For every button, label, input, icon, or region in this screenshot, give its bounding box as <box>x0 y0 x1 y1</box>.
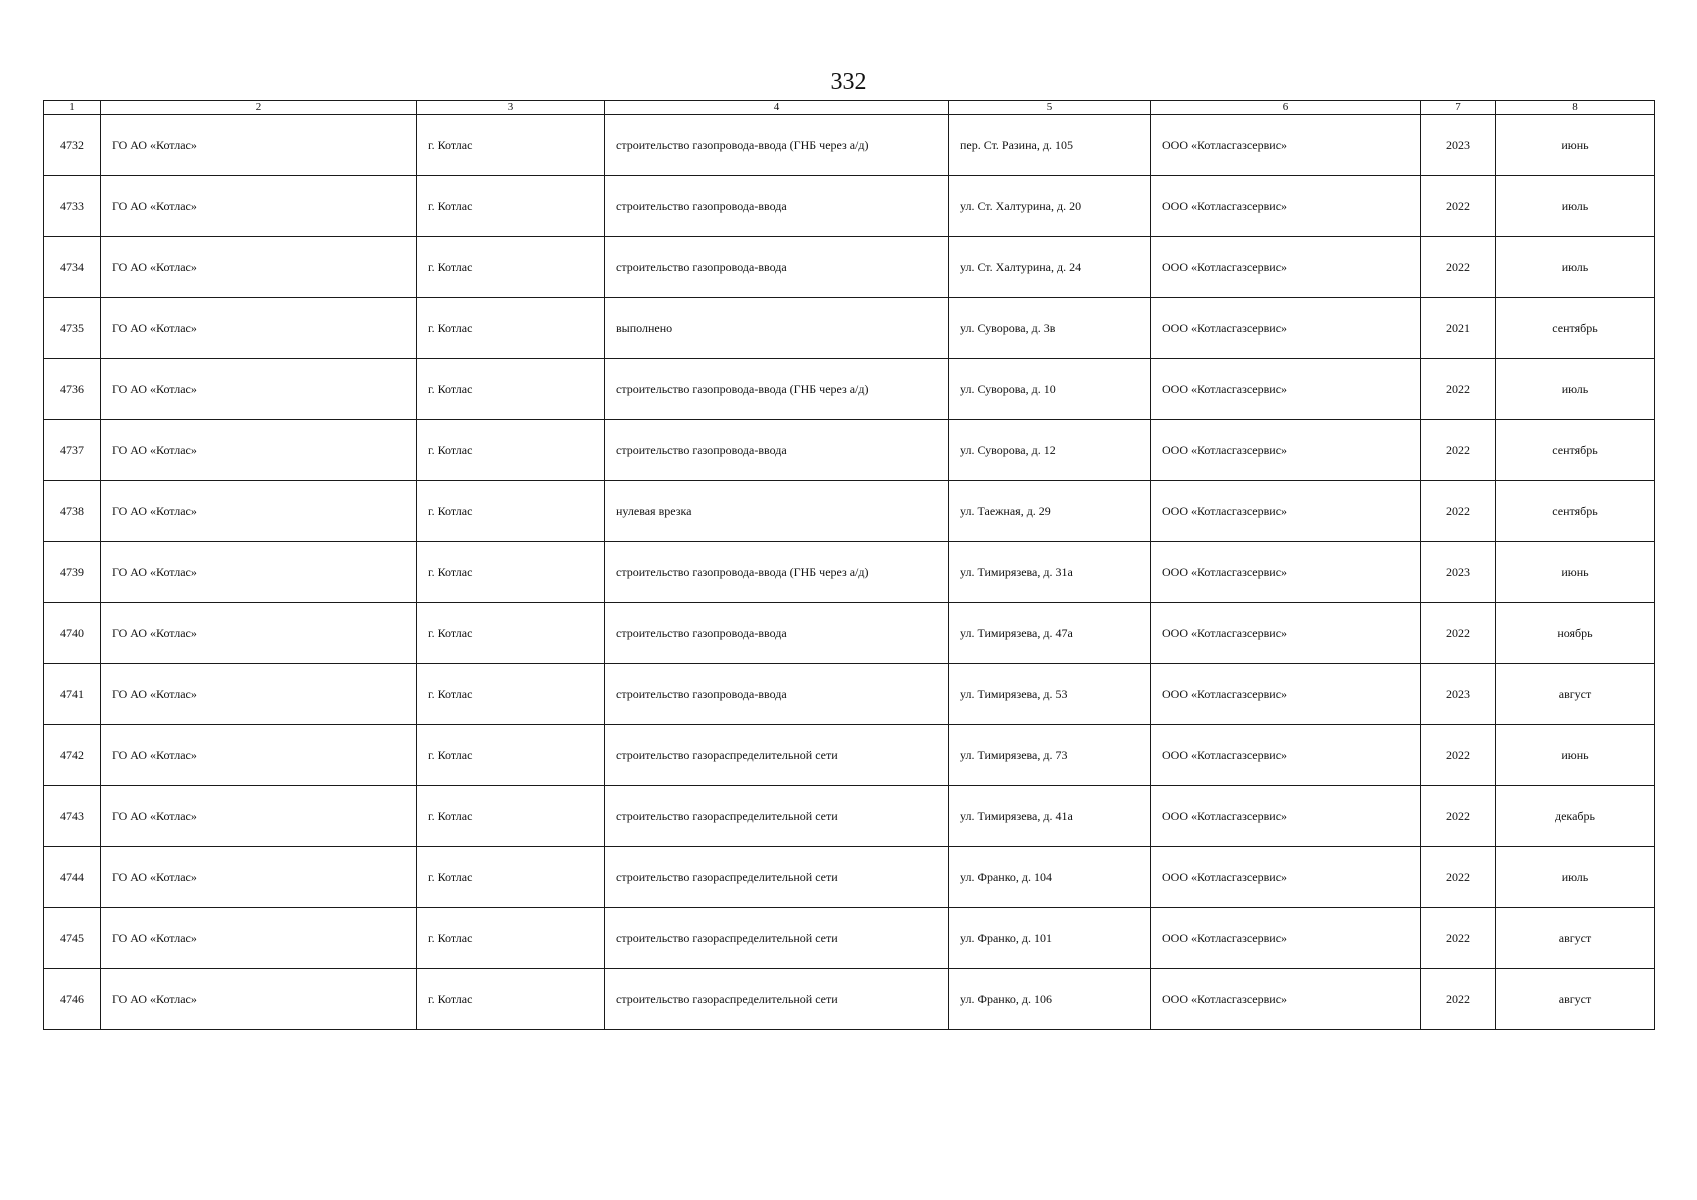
locality-cell: г. Котлас <box>417 420 605 481</box>
column-header: 4 <box>605 101 949 115</box>
year-cell: 2022 <box>1421 603 1496 664</box>
gasification-table <box>43 100 1655 1030</box>
year-cell: 2022 <box>1421 786 1496 847</box>
district-cell: ГО АО «Котлас» <box>101 603 417 664</box>
table-row <box>44 115 1655 176</box>
address-cell: ул. Франко, д. 106 <box>949 969 1151 1030</box>
month-cell: август <box>1496 908 1655 969</box>
row-number-cell: 4738 <box>44 481 101 542</box>
locality-cell: г. Котлас <box>417 542 605 603</box>
month-cell: сентябрь <box>1496 481 1655 542</box>
locality-cell: г. Котлас <box>417 298 605 359</box>
work-type-cell: строительство газопровода-ввода <box>605 420 949 481</box>
table-row <box>44 542 1655 603</box>
locality-cell: г. Котлас <box>417 664 605 725</box>
row-number-cell: 4745 <box>44 908 101 969</box>
work-type-cell: строительство газопровода-ввода <box>605 237 949 298</box>
district-cell: ГО АО «Котлас» <box>101 481 417 542</box>
locality-cell: г. Котлас <box>417 969 605 1030</box>
locality-cell: г. Котлас <box>417 237 605 298</box>
year-cell: 2022 <box>1421 420 1496 481</box>
locality-cell: г. Котлас <box>417 847 605 908</box>
district-cell: ГО АО «Котлас» <box>101 298 417 359</box>
district-cell: ГО АО «Котлас» <box>101 542 417 603</box>
address-cell: ул. Тимирязева, д. 41а <box>949 786 1151 847</box>
row-number-cell: 4736 <box>44 359 101 420</box>
table-row <box>44 603 1655 664</box>
executor-cell: ООО «Котласгазсервис» <box>1151 969 1421 1030</box>
table-row <box>44 481 1655 542</box>
row-number-cell: 4740 <box>44 603 101 664</box>
year-cell: 2023 <box>1421 664 1496 725</box>
executor-cell: ООО «Котласгазсервис» <box>1151 908 1421 969</box>
address-cell: ул. Тимирязева, д. 73 <box>949 725 1151 786</box>
locality-cell: г. Котлас <box>417 115 605 176</box>
month-cell: июль <box>1496 176 1655 237</box>
district-cell: ГО АО «Котлас» <box>101 786 417 847</box>
row-number-cell: 4744 <box>44 847 101 908</box>
district-cell: ГО АО «Котлас» <box>101 725 417 786</box>
table-row <box>44 969 1655 1030</box>
table-row <box>44 420 1655 481</box>
locality-cell: г. Котлас <box>417 603 605 664</box>
table-row <box>44 725 1655 786</box>
address-cell: ул. Ст. Халтурина, д. 24 <box>949 237 1151 298</box>
table-row <box>44 908 1655 969</box>
month-cell: сентябрь <box>1496 420 1655 481</box>
column-header: 1 <box>44 101 101 115</box>
month-cell: август <box>1496 664 1655 725</box>
work-type-cell: строительство газопровода-ввода <box>605 176 949 237</box>
month-cell: июль <box>1496 847 1655 908</box>
executor-cell: ООО «Котласгазсервис» <box>1151 664 1421 725</box>
row-number-cell: 4742 <box>44 725 101 786</box>
work-type-cell: строительство газораспределительной сети <box>605 847 949 908</box>
table-row <box>44 664 1655 725</box>
locality-cell: г. Котлас <box>417 359 605 420</box>
district-cell: ГО АО «Котлас» <box>101 237 417 298</box>
executor-cell: ООО «Котласгазсервис» <box>1151 603 1421 664</box>
row-number-cell: 4741 <box>44 664 101 725</box>
column-header: 6 <box>1151 101 1421 115</box>
row-number-cell: 4734 <box>44 237 101 298</box>
year-cell: 2022 <box>1421 359 1496 420</box>
month-cell: июль <box>1496 237 1655 298</box>
work-type-cell: строительство газопровода-ввода (ГНБ через а/д) <box>605 542 949 603</box>
year-cell: 2022 <box>1421 176 1496 237</box>
table-row <box>44 176 1655 237</box>
month-cell: август <box>1496 969 1655 1030</box>
column-header: 8 <box>1496 101 1655 115</box>
work-type-cell: строительство газопровода-ввода <box>605 603 949 664</box>
year-cell: 2022 <box>1421 237 1496 298</box>
year-cell: 2022 <box>1421 847 1496 908</box>
year-cell: 2023 <box>1421 115 1496 176</box>
district-cell: ГО АО «Котлас» <box>101 359 417 420</box>
locality-cell: г. Котлас <box>417 725 605 786</box>
month-cell: ноябрь <box>1496 603 1655 664</box>
column-header: 2 <box>101 101 417 115</box>
district-cell: ГО АО «Котлас» <box>101 115 417 176</box>
address-cell: ул. Франко, д. 104 <box>949 847 1151 908</box>
address-cell: ул. Тимирязева, д. 53 <box>949 664 1151 725</box>
year-cell: 2023 <box>1421 542 1496 603</box>
page-number: 332 <box>830 69 867 95</box>
executor-cell: ООО «Котласгазсервис» <box>1151 298 1421 359</box>
district-cell: ГО АО «Котлас» <box>101 969 417 1030</box>
month-cell: июнь <box>1496 542 1655 603</box>
locality-cell: г. Котлас <box>417 786 605 847</box>
year-cell: 2021 <box>1421 298 1496 359</box>
district-cell: ГО АО «Котлас» <box>101 176 417 237</box>
district-cell: ГО АО «Котлас» <box>101 664 417 725</box>
row-number-cell: 4732 <box>44 115 101 176</box>
work-type-cell: строительство газораспределительной сети <box>605 969 949 1030</box>
executor-cell: ООО «Котласгазсервис» <box>1151 420 1421 481</box>
district-cell: ГО АО «Котлас» <box>101 420 417 481</box>
table-body <box>44 115 1655 1030</box>
month-cell: июнь <box>1496 725 1655 786</box>
column-header: 3 <box>417 101 605 115</box>
month-cell: декабрь <box>1496 786 1655 847</box>
locality-cell: г. Котлас <box>417 908 605 969</box>
month-cell: сентябрь <box>1496 298 1655 359</box>
table-row <box>44 786 1655 847</box>
address-cell: ул. Суворова, д. 10 <box>949 359 1151 420</box>
address-cell: ул. Таежная, д. 29 <box>949 481 1151 542</box>
table-row <box>44 359 1655 420</box>
row-number-cell: 4733 <box>44 176 101 237</box>
district-cell: ГО АО «Котлас» <box>101 908 417 969</box>
row-number-cell: 4743 <box>44 786 101 847</box>
row-number-cell: 4746 <box>44 969 101 1030</box>
work-type-cell: строительство газораспределительной сети <box>605 908 949 969</box>
year-cell: 2022 <box>1421 908 1496 969</box>
year-cell: 2022 <box>1421 481 1496 542</box>
executor-cell: ООО «Котласгазсервис» <box>1151 359 1421 420</box>
year-cell: 2022 <box>1421 969 1496 1030</box>
address-cell: ул. Суворова, д. 3в <box>949 298 1151 359</box>
column-header: 5 <box>949 101 1151 115</box>
executor-cell: ООО «Котласгазсервис» <box>1151 542 1421 603</box>
table-row <box>44 298 1655 359</box>
work-type-cell: строительство газораспределительной сети <box>605 786 949 847</box>
table-row <box>44 237 1655 298</box>
work-type-cell: строительство газораспределительной сети <box>605 725 949 786</box>
row-number-cell: 4735 <box>44 298 101 359</box>
district-cell: ГО АО «Котлас» <box>101 847 417 908</box>
address-cell: ул. Суворова, д. 12 <box>949 420 1151 481</box>
address-cell: пер. Ст. Разина, д. 105 <box>949 115 1151 176</box>
executor-cell: ООО «Котласгазсервис» <box>1151 847 1421 908</box>
executor-cell: ООО «Котласгазсервис» <box>1151 237 1421 298</box>
address-cell: ул. Тимирязева, д. 31а <box>949 542 1151 603</box>
column-number-row <box>44 101 1655 115</box>
executor-cell: ООО «Котласгазсервис» <box>1151 176 1421 237</box>
executor-cell: ООО «Котласгазсервис» <box>1151 481 1421 542</box>
table-row <box>44 847 1655 908</box>
locality-cell: г. Котлас <box>417 481 605 542</box>
row-number-cell: 4737 <box>44 420 101 481</box>
work-type-cell: выполнено <box>605 298 949 359</box>
column-header: 7 <box>1421 101 1496 115</box>
row-number-cell: 4739 <box>44 542 101 603</box>
address-cell: ул. Франко, д. 101 <box>949 908 1151 969</box>
work-type-cell: строительство газопровода-ввода (ГНБ через а/д) <box>605 115 949 176</box>
work-type-cell: нулевая врезка <box>605 481 949 542</box>
month-cell: июль <box>1496 359 1655 420</box>
executor-cell: ООО «Котласгазсервис» <box>1151 115 1421 176</box>
executor-cell: ООО «Котласгазсервис» <box>1151 786 1421 847</box>
address-cell: ул. Тимирязева, д. 47а <box>949 603 1151 664</box>
work-type-cell: строительство газопровода-ввода <box>605 664 949 725</box>
year-cell: 2022 <box>1421 725 1496 786</box>
work-type-cell: строительство газопровода-ввода (ГНБ через а/д) <box>605 359 949 420</box>
month-cell: июнь <box>1496 115 1655 176</box>
address-cell: ул. Ст. Халтурина, д. 20 <box>949 176 1151 237</box>
locality-cell: г. Котлас <box>417 176 605 237</box>
executor-cell: ООО «Котласгазсервис» <box>1151 725 1421 786</box>
